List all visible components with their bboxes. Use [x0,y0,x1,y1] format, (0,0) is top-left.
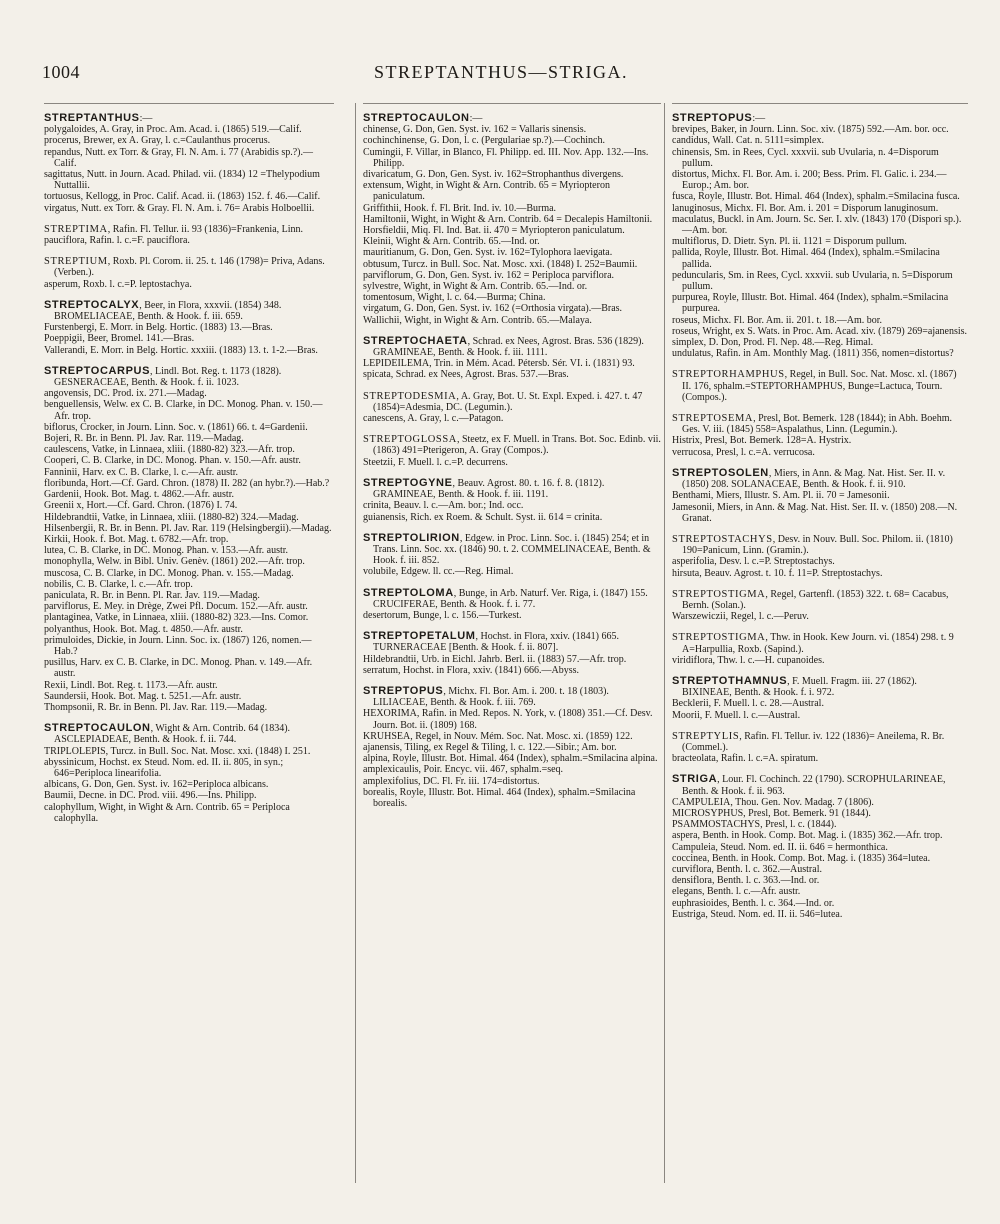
species-entry: borealis, Royle, Illustr. Bot. Himal. 464 (Index), sphalm.=Smilacina borealis. [363,786,636,809]
species-entry: chinensis, Sm. in Rees, Cycl. xxxvii. sub Uvularia, n. 4=Disporum pullum. [672,146,939,169]
genus-name: STREPTOPUS [363,684,444,697]
species-entry: spicata, Schrad. ex Nees, Agrost. Bras. 537.—Bras. [363,369,569,381]
genus-entry [363,434,661,468]
species-entry: asperum, Roxb. l. c.=P. leptostachya. [44,278,192,290]
species-entry: KRUHSEA, Regel, in Nouv. Mém. Soc. Nat. Mosc. xi. (1859) 122. [363,730,633,742]
species-entry: MICROSYPHUS, Presl, Bot. Bemerk. 91 (1844). [672,807,871,819]
species-entry: verrucosa, Presl, l. c.=A. verrucosa. [672,446,815,458]
genus-citation: , Roxb. Pl. Corom. ii. 25. t. 146 (1798)= Priva, Adans. (Verben.). [54,256,325,279]
species-entry: Rexii, Lindl. Bot. Reg. t. 1173.—Afr. austr. [44,679,218,691]
genus-name: STREPTANTHUS [44,112,140,124]
genus-name: STRIGA [672,773,718,786]
species-entry: caulescens, Vatke, in Linnaea, xliii. (1880-82) 323.—Afr. trop. [44,444,295,456]
genus-heading [363,631,661,653]
genus-name: STREPTIUM [44,256,108,268]
genus-name: STREPTOGYNE [363,476,453,489]
genus-name: STREPTOCALYX [44,298,140,311]
genus-name: STREPTOSTIGMA [672,632,766,644]
genus-entry [672,774,968,920]
genus-heading [672,676,968,698]
species-entry: amplexifolius, DC. Fl. Fr. iii. 174=distortus. [363,775,540,787]
species-entry: tortuosus, Kellogg, in Proc. Calif. Acad. ii. (1863) 152. f. 46.—Calif. [44,191,321,203]
genus-citation: , Wight & Arn. Contrib. 64 (1834). ASCLEPIADEAE, Benth. & Hook. f. ii. 744. [54,723,291,746]
genus-heading [672,589,968,611]
genus-heading [672,113,968,124]
genus-citation: , Desv. in Nouv. Bull. Soc. Philom. ii. (1810) 190=Panicum, Linn. (Gramin.). [682,533,953,557]
species-entry: asperifolia, Desv. l. c.=P. Streptostachys. [672,556,835,568]
species-entry: distortus, Michx. Fl. Bor. Am. i. 200; Bess. Prim. Fl. Galic. i. 234.—Europ.; Am. bor. [672,169,947,192]
genus-heading [363,686,661,708]
genus-name: STREPTOGLOSSA [363,434,457,446]
species-entry: Eustriga, Steud. Nom. ed. II. ii. 546=lutea. [672,908,843,920]
genus-entry [672,468,968,524]
species-entry: undulatus, Rafin. in Am. Monthly Mag. (1811) 356, nomen=distortus? [672,348,954,360]
genus-heading [363,478,661,500]
genus-entry [363,336,661,381]
species-entry: serratum, Hochst. in Flora, xxiv. (1841) 666.—Abyss. [363,664,579,676]
species-entry: Cooperi, C. B. Clarke, in DC. Monog. Phan. v. 150.—Afr. austr. [44,455,301,467]
species-entry: brevipes, Baker, in Journ. Linn. Soc. xiv. (1875) 592.—Am. bor. occ. [672,124,949,136]
genus-citation: , F. Muell. Fragm. iii. 27 (1862). BIXINEAE, Benth. & Hook. f. i. 972. [682,675,917,699]
species-entry: maculatus, Buckl. in Am. Journ. Sc. Ser. I. xlv. (1843) 170 (Dispori sp.).—Am. bor. [672,213,962,237]
species-entry: pauciflora, Rafin. l. c.=F. pauciflora. [44,235,190,247]
genus-entry [44,723,334,824]
genus-entry [44,113,334,214]
genus-heading [363,434,661,456]
genus-entry [672,589,968,623]
species-entry: Gardenii, Hook. Bot. Mag. t. 4862.—Afr. austr. [44,489,234,501]
species-entry: HEXORIMA, Rafin. in Med. Repos. N. York, v. (1808) 351.—Cf. Desv. Journ. Bot. ii. (1809) 168. [363,708,653,731]
species-entry: sylvestre, Wight, in Wight & Arn. Contrib. 65.—Ind. or. [363,281,588,293]
species-entry: Kirkii, Hook. f. Bot. Mag. t. 6782.—Afr. trop. [44,533,229,545]
genus-heading [363,391,661,413]
genus-citation: , Lindl. Bot. Reg. t. 1173 (1828). GESNERACEAE, Benth. & Hook. f. ii. 1023. [54,365,282,389]
species-entry: amplexicaulis, Poir. Encyc. vii. 467, sphalm.=seq. [363,764,564,776]
genus-entry [363,631,661,676]
species-entry: parviflorum, G. Don, Gen. Syst. iv. 162 = Periploca parviflora. [363,269,615,281]
species-entry: paniculata, R. Br. in Benn. Pl. Rar. Jav. 119.—Madag. [44,589,260,601]
column-3 [664,103,968,1183]
column-rule [44,103,334,104]
genus-name: STREPTOCHAETA [363,334,468,347]
species-entry: Thompsonii, R. Br. in Benn. Pl. Jav. Rar. 119.—Madag. [44,701,268,713]
species-entry: Bojeri, R. Br. in Benn. Pl. Jav. Rar. 119.—Madag. [44,433,244,445]
species-entry: calophyllum, Wight, in Wight & Arn. Contrib. 65 = Periploca calophylla. [44,801,290,824]
genus-citation: , Rafin. Fl. Tellur. ii. 93 (1836)=Frankenia, Linn. [107,223,304,235]
species-entry: floribunda, Hort.—Cf. Gard. Chron. (1878) II. 282 (an hybr.?).—Hab.? [44,477,330,489]
species-entry: Saundersii, Hook. Bot. Mag. t. 5251.—Afr. austr. [44,690,242,702]
genus-heading [672,774,968,796]
genus-name: STREPTOLIRION [363,531,460,544]
species-entry: polygaloides, A. Gray, in Proc. Am. Acad. i. (1865) 519.—Calif. [44,124,302,136]
species-entry: volubile, Edgew. ll. cc.—Reg. Himal. [363,566,514,578]
species-entry: cochinchinense, G. Don, l. c. (Pergulariae sp.?).—Cochinch. [363,135,605,147]
genus-citation: , Regel, Gartenfl. (1853) 322. t. 68= Cacabus, Bernh. (Solan.). [682,588,949,611]
genus-citation: , Lour. Fl. Cochinch. 22 (1790). SCROPHULARINEAE, Benth. & Hook. f. ii. 963. [682,774,946,797]
species-entry: desertorum, Bunge, l. c. 156.—Turkest. [363,609,522,621]
genus-heading [672,534,968,556]
genus-entry [672,676,968,721]
genus-citation: , Steetz, ex F. Muell. in Trans. Bot. Soc. Edinb. vii. (1863) 491=Pterigeron, A. Gray (Compos.). [373,434,661,457]
species-entry: fusca, Royle, Illustr. Bot. Himal. 464 (Index), sphalm.=Smilacina fusca. [672,191,960,203]
species-entry: mauritianum, G. Don, Gen. Syst. iv. 162=Tylophora laevigata. [363,247,613,259]
species-entry: Horsfieldii, Miq. Fl. Ind. Bat. ii. 470 = Myriopteron paniculatum. [363,225,625,237]
genus-heading [672,413,968,435]
species-entry: elegans, Benth. l. c.—Afr. austr. [672,886,801,898]
genus-entry [363,113,661,326]
genus-heading [672,468,968,490]
species-entry: Hilsenbergii, R. Br. in Benn. Pl. Jav. Rar. 119 (Helsingbergii).—Madag. [44,522,332,534]
species-entry: repandus, Nutt. ex Torr. & Gray, Fl. N. Am. i. 77 (Arabidis sp.?).—Calif. [44,146,313,169]
genus-name: STREPTOTHAMNUS [672,674,788,687]
species-entry: pusillus, Harv. ex C. B. Clarke, in DC. Monog. Phan. v. 149.—Afr. austr. [44,657,313,680]
genus-name: STREPTYLIS [672,730,740,742]
genus-entry [363,533,661,578]
species-entry: parviflorus, E. Mey. in Drège, Zwei Pfl. Docum. 152.—Afr. austr. [44,601,308,613]
genus-entry [672,534,968,579]
species-entry: curviflora, Benth. l. c. 362.—Austral. [672,863,822,875]
genus-entry [672,731,968,765]
species-entry: muscosa, C. B. Clarke, in DC. Monog. Phan. v. 155.—Madag. [44,567,294,579]
species-entry: hirsuta, Beauv. Agrost. t. 10. f. 11=P. Streptostachys. [672,567,883,579]
species-entry: Greenii x, Hort.—Cf. Gard. Chron. (1876) I. 74. [44,500,238,512]
species-entry: primuloides, Dickie, in Journ. Linn. Soc. ix. (1867) 126, nomen.—Hab.? [44,634,312,657]
species-entry: sagittatus, Nutt. in Journ. Acad. Philad. vii. (1834) 12 =Thelypodium Nuttallii. [44,169,320,192]
genus-name: STREPTOCARPUS [44,364,150,377]
species-entry: LEPIDEILEMA, Trin. in Mém. Acad. Pétersb. Sér. VI. i. (1831) 93. [363,358,635,370]
genus-citation: , Thw. in Hook. Kew Journ. vi. (1854) 298. t. 9 A=Harpullia, Roxb. (Sapind.). [682,632,954,655]
genus-citation: , Hochst. in Flora, xxiv. (1841) 665. TURNERACEAE [Benth. & Hook. f. ii. 807]. [373,631,620,654]
genus-name: STREPTOCAULON [363,112,470,124]
species-entry: roseus, Wright, ex S. Wats. in Proc. Am. Acad. xiv. (1879) 269=ajanensis. [672,325,968,337]
running-head: STREPTANTHUS—STRIGA. [373,62,629,82]
species-entry: chinense, G. Don, Gen. Syst. iv. 162 = Vallaris sinensis. [363,124,587,136]
species-entry: CAMPULEIA, Thou. Gen. Nov. Madag. 7 (1806). [672,796,874,808]
genus-heading [363,336,661,358]
genus-name: STREPTOPETALUM [363,630,476,643]
species-entry: Histrix, Presl, Bot. Bemerk. 128=A. Hystrix. [672,435,852,447]
genus-heading [363,113,661,124]
species-entry: guianensis, Rich. ex Roem. & Schult. Syst. ii. 614 = crinita. [363,511,603,523]
genus-citation: , Presl, Bot. Bemerk. 128 (1844); in Abh. Boehm. Ges. V. iii. (1845) 558=Aspalathus, Linn. (Legumin.). [682,413,952,436]
species-entry: canescens, A. Gray, l. c.—Patagon. [363,413,504,425]
species-entry: Kleinii, Wight & Arn. Contrib. 65.—Ind. or. [363,236,540,248]
species-entry: lutea, C. B. Clarke, in DC. Monog. Phan. v. 153.—Afr. austr. [44,545,289,557]
genus-entry [672,632,968,666]
genus-citation: , Miers, in Ann. & Mag. Nat. Hist. Ser. II. v. (1850) 208. SOLANACEAE, Benth. & Hook. f. ii. 910. [682,467,946,491]
genus-entry [672,369,968,403]
species-entry: alpina, Royle, Illustr. Bot. Himal. 464 (Index), sphalm.=Smilacina alpina. [363,753,658,765]
species-entry: procerus, Brewer, ex A. Gray, l. c.=Caulanthus procerus. [44,135,271,147]
species-entry: Benthami, Miers, Illustr. S. Am. Pl. ii. 70 = Jamesonii. [672,490,890,502]
genus-citation: :— [139,113,153,124]
genus-heading [44,723,334,745]
genus-entry [672,413,968,458]
species-entry: Warszewiczii, Regel, l. c.—Peruv. [672,611,809,623]
species-entry: abyssinicum, Hochst. ex Steud. Nom. ed. II. ii. 805, in syn.; 646=Periploca linearifolia. [44,756,284,779]
species-entry: PSAMMOSTACHYS, Presl, l. c. (1844). [672,819,837,831]
genus-heading [672,632,968,654]
species-entry: obtusum, Turcz. in Bull. Soc. Nat. Mosc. xxi. (1848) I. 252=Baumii. [363,258,638,270]
species-entry: Campuleia, Steud. Nom. ed. II. ii. 646 = hermonthica. [672,841,888,853]
species-entry: Furstenbergi, E. Morr. in Belg. Hortic. (1883) 13.—Bras. [44,322,273,334]
species-entry: TRIPLOLEPIS, Turcz. in Bull. Soc. Nat. Mosc. xxi. (1848) I. 251. [44,745,311,757]
genus-name: STREPTOSOLEN [672,466,769,479]
species-entry: purpurea, Royle, Illustr. Bot. Himal. 464 (Index), sphalm.=Smilacina purpurea. [672,292,949,315]
species-entry: peduncularis, Sm. in Rees, Cycl. xxxvii. sub Uvularia, n. 5=Disporum pullum. [672,269,953,293]
genus-citation: :— [752,113,766,124]
genus-name: STREPTOPUS [672,112,753,124]
column-rule [672,103,968,104]
genus-heading [44,113,334,124]
genus-entry [672,113,968,359]
species-entry: albicans, G. Don, Gen. Syst. iv. 162=Periploca albicans. [44,779,269,791]
genus-entry [363,478,661,523]
genus-name: STREPTOSTACHYS [672,533,773,545]
species-entry: Griffithii, Hook. f. Fl. Brit. Ind. iv. 10.—Burma. [363,202,557,214]
species-entry: multiflorus, D. Dietr. Syn. Pl. ii. 1121 = Disporum pullum. [672,236,907,248]
species-entry: Cumingii, F. Villar, in Blanco, Fl. Philipp. ed. III. Nov. App. 132.—Ins. Philipp. [363,146,649,169]
species-entry: Becklerii, F. Muell. l. c. 28.—Austral. [672,698,824,710]
genus-citation: , Beauv. Agrost. 80. t. 16. f. 8. (1812). GRAMINEAE, Benth. & Hook. f. iii. 1191. [373,477,605,501]
species-entry: biflorus, Crocker, in Journ. Linn. Soc. v. (1861) 66. t. 4=Gardenii. [44,421,308,433]
genus-name: STREPTORHAMPHUS [672,369,785,381]
genus-citation: , Regel, in Bull. Soc. Nat. Mosc. xl. (1867) II. 176, sphalm.=STEPTORHAMPHUS, Bunge=Lactuca, Tourn. (Compos.). [682,369,957,403]
genus-entry [44,366,334,713]
genus-citation: :— [469,113,483,124]
species-entry: aspera, Benth. in Hook. Comp. Bot. Mag. i. (1835) 362.—Afr. trop. [672,830,943,842]
species-entry: Poeppigii, Beer, Bromel. 141.—Bras. [44,333,195,345]
species-entry: densiflora, Benth. l. c. 363.—Ind. or. [672,875,820,887]
species-entry: polyanthus, Hook. Bot. Mag. t. 4850.—Afr. austr. [44,623,243,635]
genus-heading [44,256,334,278]
species-entry: candidus, Wall. Cat. n. 5111=simplex. [672,135,824,147]
species-entry: Fanninii, Harv. ex C. B. Clarke, l. c.—Afr. austr. [44,466,239,478]
species-entry: virgatus, Nutt. ex Torr. & Gray. Fl. N. Am. i. 76= Arabis Holboellii. [44,202,315,214]
species-entry: viridiflora, Thw. l. c.—H. cupanoides. [672,654,825,666]
species-entry: coccinea, Benth. in Hook. Comp. Bot. Mag. i. (1835) 364=lutea. [672,852,931,864]
genus-name: STREPTOCAULON [44,722,151,735]
species-entry: benguellensis, Welw. ex C. B. Clarke, in DC. Monog. Phan. v. 150.—Afr. trop. [44,399,323,422]
page-header [42,62,960,98]
genus-heading [363,588,661,610]
genus-entry [44,256,334,290]
species-entry: pallida, Royle, Illustr. Bot. Himal. 464 (Index), sphalm.=Smilacina pallida. [672,247,940,270]
species-entry: roseus, Michx. Fl. Bor. Am. ii. 201. t. 18.—Am. bor. [672,314,883,326]
genus-heading [44,300,334,322]
genus-name: STREPTOSEMA [672,413,754,425]
page-number: 1004 [42,62,80,82]
genus-citation: , A. Gray, Bot. U. St. Expl. Exped. i. 427. t. 47 (1854)=Adesmia, DC. (Legumin.). [373,390,643,413]
species-entry: bracteolata, Rafin. l. c.=A. spiratum. [672,753,819,765]
genus-entry [363,588,661,622]
genus-entry [44,300,334,356]
species-entry: divaricatum, G. Don, Gen. Syst. iv. 162=Strophanthus divergens. [363,169,624,181]
species-entry: Wallichii, Wight, in Wight & Arn. Contrib. 65.—Malaya. [363,314,592,326]
species-entry: angovensis, DC. Prod. ix. 271.—Madag. [44,388,207,400]
genus-heading [672,369,968,403]
column-2 [355,103,661,1183]
species-entry: Hamiltonii, Wight, in Wight & Arn. Contrib. 64 = Decalepis Hamiltonii. [363,213,653,225]
genus-citation: , Edgew. in Proc. Linn. Soc. i. (1845) 254; et in Trans. Linn. Soc. xx. (1846) 90. t. 2. COMMELINACEAE, Benth. & Hook. f. iii. 852. [373,532,651,567]
genus-heading [363,533,661,567]
genus-citation: , Rafin. Fl. Tellur. iv. 122 (1836)= Aneilema, R. Br. (Commel.). [682,730,945,753]
species-entry: monophylla, Welw. in Bibl. Univ. Genèv. (1861) 202.—Afr. trop. [44,556,305,568]
genus-name: STREPTODESMIA [363,390,457,402]
species-entry: lanuginosus, Michx. Fl. Bor. Am. i. 201 = Disporum lanuginosum. [672,202,939,214]
genus-entry [363,391,661,425]
column-rule [363,103,661,104]
species-entry: plantaginea, Vatke, in Linnaea, xliii. (1880-82) 323.—Ins. Comor. [44,612,309,624]
genus-name: STREPTOLOMA [363,586,454,599]
species-entry: tomentosum, Wight, l. c. 64.—Burma; China. [363,292,546,304]
species-entry: Jamesonii, Miers, in Ann. & Mag. Nat. Hist. Ser. II. v. (1850) 208.—N. Granat. [672,501,958,524]
genus-name: STREPTIMA [44,223,108,235]
species-entry: Moorii, F. Muell. l. c.—Austral. [672,709,801,721]
species-entry: Steetzii, F. Muell. l. c.=P. decurrens. [363,456,508,468]
species-entry: Baumii, Decne. in DC. Prod. viii. 496.—Ins. Philipp. [44,790,257,802]
species-entry: Hildebrandtii, Urb. in Eichl. Jahrb. Berl. ii. (1883) 57.—Afr. trop. [363,653,627,665]
species-entry: ajanensis, Tiling, ex Regel & Tiling, l. c. 122.—Sibir.; Am. bor. [363,741,617,753]
column-1 [44,103,334,1183]
genus-citation: , Michx. Fl. Bor. Am. i. 200. t. 18 (1803). LILIACEAE, Benth. & Hook. f. iii. 769. [373,685,609,709]
genus-citation: , Bunge, in Arb. Naturf. Ver. Riga, i. (1847) 155. CRUCIFERAE, Benth. & Hook. f. i. 77. [373,587,648,610]
species-entry: crinita, Beauv. l. c.—Am. bor.; Ind. occ. [363,500,524,512]
genus-name: STREPTOSTIGMA [672,588,766,600]
species-entry: extensum, Wight, in Wight & Arn. Contrib. 65 = Myriopteron paniculatum. [363,180,610,203]
genus-heading [44,224,334,235]
species-entry: Hildebrandtii, Vatke, in Linnaea, xliii. (1880-82) 324.—Madag. [44,511,299,523]
genus-entry [363,686,661,809]
species-entry: virgatum, G. Don, Gen. Syst. iv. 162 (=Orthosia virgata).—Bras. [363,303,623,315]
genus-citation: , Beer, in Flora, xxxvii. (1854) 348. BROMELIACEAE, Benth. & Hook. f. iii. 659. [54,299,282,323]
genus-heading [672,731,968,753]
genus-heading [44,366,334,388]
species-entry: nobilis, C. B. Clarke, l. c.—Afr. trop. [44,578,193,590]
genus-citation: , Schrad. ex Nees, Agrost. Bras. 536 (1829). GRAMINEAE, Benth. & Hook. f. iii. 1111. [373,335,644,359]
species-entry: simplex, D. Don, Prod. Fl. Nep. 48.—Reg. Himal. [672,337,874,349]
species-entry: Vallerandi, E. Morr. in Belg. Hortic. xxxiii. (1883) 13. t. 1-2.—Bras. [44,344,318,356]
genus-entry [44,224,334,246]
species-entry: euphrasioides, Benth. l. c. 364.—Ind. or. [672,897,835,909]
